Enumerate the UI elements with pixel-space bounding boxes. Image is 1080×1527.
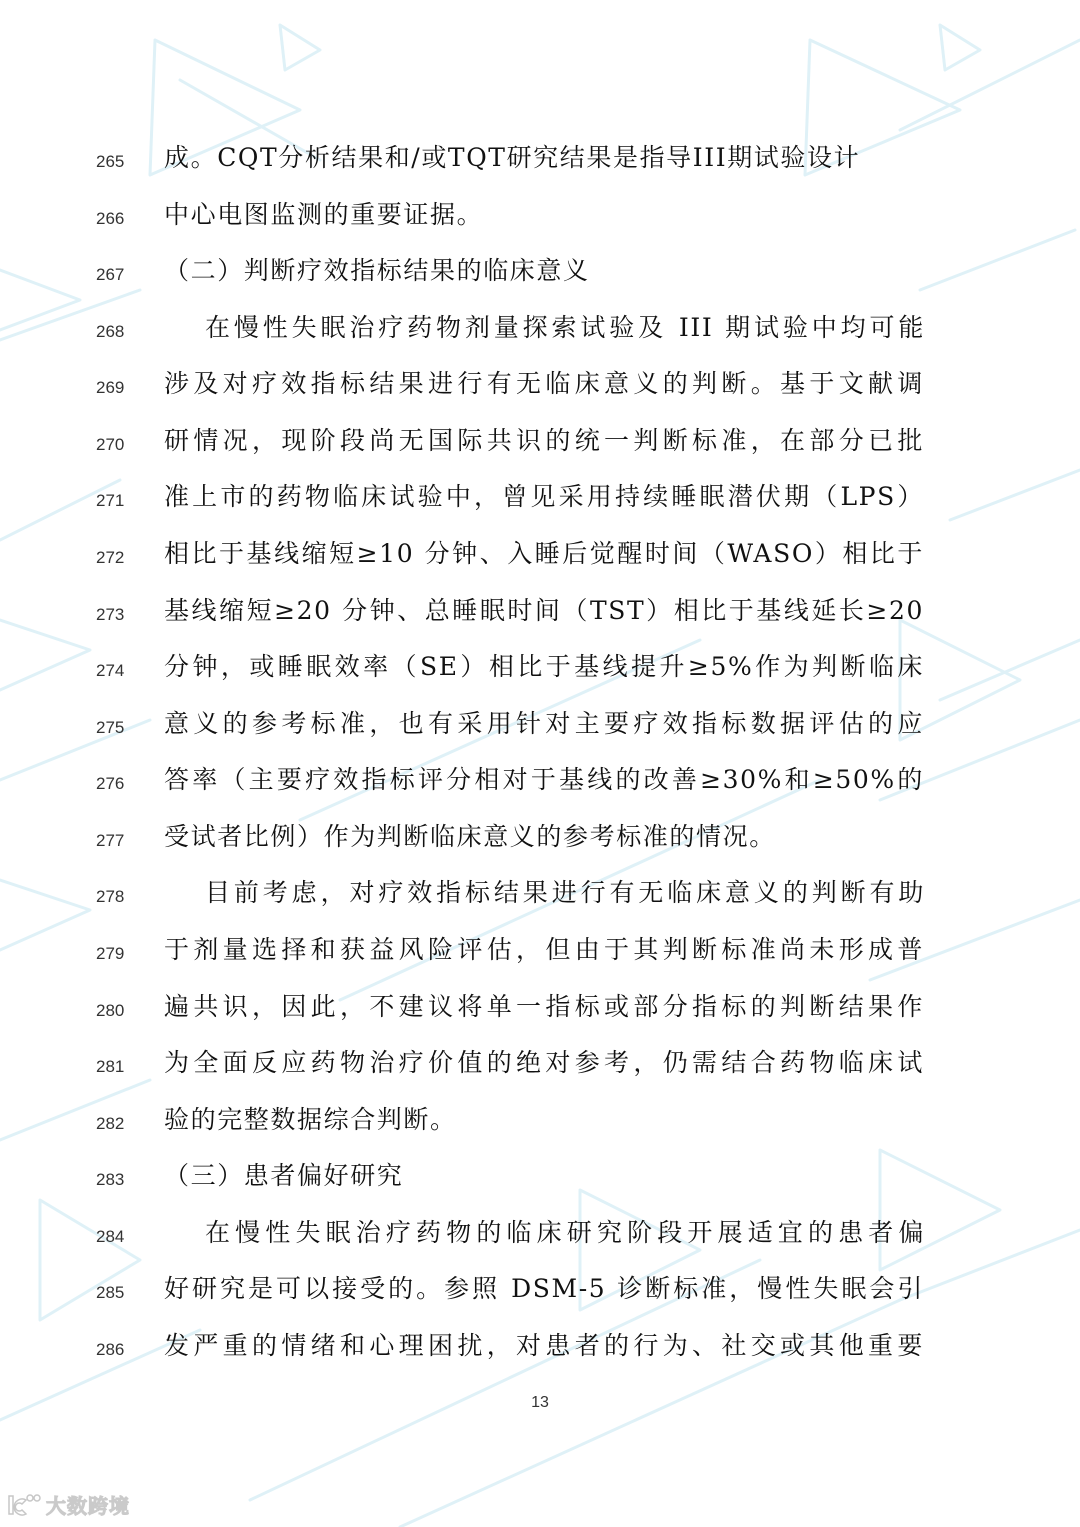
line-text: 好研究是可以接受的。参照 DSM-5 诊断标准，慢性失眠会引 (164, 1274, 924, 1303)
document-line (0, 475, 1080, 531)
line-number: 279 (96, 944, 125, 963)
line-text: 在慢性失眠治疗药物剂量探索试验及 III 期试验中均可能 (205, 313, 925, 342)
line-text: 答率（主要疗效指标评分相对于基线的改善≥30%和≥50%的 (164, 765, 924, 794)
line-text: 受试者比例）作为判断临床意义的参考标准的情况。 (164, 822, 776, 851)
line-number: 266 (96, 209, 125, 228)
line-text: 基线缩短≥20 分钟、总睡眠时间（TST）相比于基线延长≥20 (164, 596, 924, 625)
document-line (0, 1267, 1080, 1323)
line-number: 267 (96, 265, 125, 284)
line-number: 283 (96, 1170, 125, 1189)
line-number: 285 (96, 1283, 125, 1302)
line-number: 284 (96, 1227, 125, 1246)
line-text: 意义的参考标准，也有采用针对主要疗效指标数据评估的应 (164, 709, 924, 738)
logo-text: 大数跨境 (46, 1494, 130, 1518)
source-watermark-logo (6, 1490, 130, 1519)
line-text: 相比于基线缩短≥10 分钟、入睡后觉醒时间（WASO）相比于 (164, 539, 924, 568)
document-line (0, 702, 1080, 758)
document-line (0, 589, 1080, 645)
document-line (0, 193, 1080, 249)
line-number: 265 (96, 152, 125, 171)
document-line (0, 306, 1080, 362)
document-line (0, 645, 1080, 701)
document-line (0, 928, 1080, 984)
line-text: 于剂量选择和获益风险评估，但由于其判断标准尚未形成普 (164, 935, 924, 964)
line-number: 282 (96, 1114, 125, 1133)
page-number: 13 (531, 1394, 549, 1411)
document-line (0, 871, 1080, 927)
line-text: 发严重的情绪和心理困扰，对患者的行为、社交或其他重要 (164, 1331, 924, 1360)
line-text: 成。CQT分析结果和/或TQT研究结果是指导III期试验设计 (164, 143, 861, 172)
line-text: 涉及对疗效指标结果进行有无临床意义的判断。基于文献调 (164, 369, 924, 398)
document-line (0, 136, 1080, 192)
section-heading: （三）患者偏好研究 (164, 1161, 404, 1190)
section-heading-line (0, 1154, 1080, 1210)
document-line (0, 758, 1080, 814)
document-line (0, 1041, 1080, 1097)
document-line (0, 815, 1080, 871)
document-line (0, 532, 1080, 588)
line-text: 验的完整数据综合判断。 (164, 1105, 457, 1134)
line-text: 分钟，或睡眠效率（SE）相比于基线提升≥5%作为判断临床 (164, 652, 924, 681)
line-text: 中心电图监测的重要证据。 (164, 200, 484, 229)
line-number: 286 (96, 1340, 125, 1359)
line-number: 269 (96, 378, 125, 397)
line-number: 277 (96, 831, 125, 850)
line-number: 281 (96, 1057, 125, 1076)
line-number: 278 (96, 887, 125, 906)
section-heading: （二）判断疗效指标结果的临床意义 (164, 256, 590, 285)
document-line (0, 1211, 1080, 1267)
line-number: 274 (96, 661, 125, 680)
document-line (0, 1324, 1080, 1380)
line-number: 275 (96, 718, 125, 737)
line-text: 准上市的药物临床试验中，曾见采用持续睡眠潜伏期（LPS） (164, 482, 924, 511)
document-line (0, 1098, 1080, 1154)
line-text: 目前考虑，对疗效指标结果进行有无临床意义的判断有助 (205, 878, 925, 907)
line-number: 270 (96, 435, 125, 454)
line-number: 272 (96, 548, 125, 567)
line-number: 271 (96, 491, 125, 510)
line-number: 280 (96, 1001, 125, 1020)
line-number: 273 (96, 605, 125, 624)
document-line (0, 362, 1080, 418)
line-text: 为全面反应药物治疗价值的绝对参考，仍需结合药物临床试 (164, 1048, 924, 1077)
line-text: 在慢性失眠治疗药物的临床研究阶段开展适宜的患者偏 (205, 1218, 925, 1247)
line-number: 268 (96, 322, 125, 341)
line-text: 遍共识，因此，不建议将单一指标或部分指标的判断结果作 (164, 992, 924, 1021)
logo-icon (6, 1492, 42, 1518)
section-heading-line (0, 249, 1080, 305)
document-line (0, 419, 1080, 475)
document-line (0, 985, 1080, 1041)
line-number: 276 (96, 774, 125, 793)
line-text: 研情况，现阶段尚无国际共识的统一判断标准，在部分已批 (164, 426, 924, 455)
